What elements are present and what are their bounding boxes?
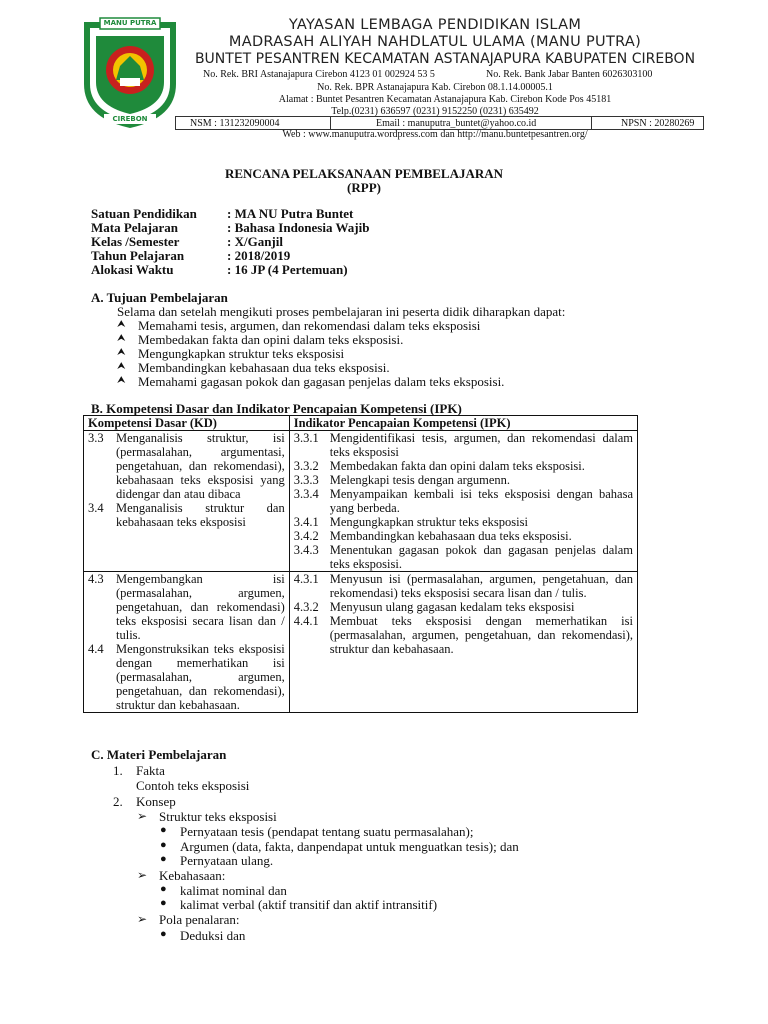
- kd-item: [88, 572, 285, 642]
- logo-top-text: MANU PUTRA: [103, 19, 157, 27]
- logo-bottom-text: CIREBON: [112, 115, 148, 123]
- section-a-heading: A. Tujuan Pembelajaran: [91, 290, 228, 305]
- ipk-text: Menyampaikan kembali isi teks eksposisi dengan bahasa yang berbeda.: [329, 487, 633, 515]
- ipk-cell: [289, 572, 637, 713]
- competency-table: [83, 415, 638, 713]
- ipk-number: 3.3.1: [293, 431, 319, 445]
- kd-item: [88, 642, 285, 712]
- ipk-item: [294, 487, 633, 515]
- column-header-kd: Kompetensi Dasar (KD): [84, 416, 290, 431]
- ipk-text: Menyusun isi (permasalahan, argumen, pengetahuan, dan rekomendasi) teks eksposisi secara lisan dan / tulis.: [329, 572, 633, 600]
- section-b-heading: B. Kompetensi Dasar dan Indikator Pencapaian Kompetensi (IPK): [91, 401, 462, 416]
- dot-bullet-icon: ●: [160, 824, 167, 836]
- foundation-name: YAYASAN LEMBAGA PENDIDIKAN ISLAM: [288, 17, 582, 33]
- kd-item: [88, 431, 285, 501]
- objective-item: Membandingkan kebahasaan dua teks eksposisi.: [138, 360, 390, 375]
- arrowhead-bullet-icon: ⮝: [117, 347, 126, 358]
- email-box: Email : manuputra_buntet@yahoo.co.id: [330, 116, 592, 130]
- identity-value: : Bahasa Indonesia Wajib: [227, 220, 370, 235]
- ipk-text: Menyusun ulang gagasan kedalam teks eksposisi: [329, 600, 575, 614]
- ipk-number: 3.4.2: [293, 529, 319, 543]
- arrow-bullet-icon: ➢: [137, 912, 148, 926]
- npsn-box: NPSN : 20280269: [591, 116, 704, 130]
- ipk-number: 4.3.1: [293, 572, 319, 586]
- kd-cell: [84, 572, 290, 713]
- ipk-number: 3.4.1: [293, 515, 319, 529]
- ipk-text: Mengungkapkan struktur teks eksposisi: [329, 515, 528, 529]
- list-item: Deduksi dan: [180, 928, 246, 943]
- ipk-number: 4.4.1: [293, 614, 319, 628]
- column-header-ipk: Indikator Pencapaian Kompetensi (IPK): [289, 416, 637, 431]
- ipk-text: Menentukan gagasan pokok dan gagasan penjelas dalam teks eksposisi.: [329, 543, 633, 571]
- identity-row: [91, 221, 369, 235]
- identity-row: [91, 207, 369, 221]
- ipk-item: [294, 515, 633, 529]
- dot-bullet-icon: ●: [160, 897, 167, 909]
- website: Web : www.manuputra.wordpress.com dan http://manu.buntetpesantren.org/: [282, 129, 588, 140]
- arrowhead-bullet-icon: ⮝: [117, 375, 126, 386]
- bank-account-bpr: No. Rek. BPR Astanajapura Kab. Cirebon 08.1.14.00005.1: [317, 82, 553, 93]
- list-item: kalimat nominal dan: [180, 883, 287, 898]
- arrow-bullet-icon: ➢: [137, 809, 148, 823]
- ipk-number: 4.3.2: [293, 600, 319, 614]
- section-a-intro: Selama dan setelah mengikuti proses pembelajaran ini peserta didik diharapkan dapat:: [117, 304, 566, 319]
- kd-number: 4.4: [88, 642, 104, 656]
- ipk-item: [294, 459, 633, 473]
- school-logo: [80, 14, 180, 130]
- dot-bullet-icon: ●: [160, 928, 167, 940]
- objective-item: Memahami tesis, argumen, dan rekomendasi dalam teks eksposisi: [138, 318, 481, 333]
- bank-account-bri: No. Rek. BRI Astanajapura Cirebon 4123 01 002924 53 5: [203, 69, 435, 80]
- shield-logo-icon: [80, 14, 180, 130]
- objective-item: Mengungkapkan struktur teks eksposisi: [138, 346, 345, 361]
- list-item: Pernyataan tesis (pendapat tentang suatu permasalahan);: [180, 824, 474, 839]
- document-title: RENCANA PELAKSANAAN PEMBELAJARAN: [224, 166, 504, 181]
- identity-value: : 2018/2019: [227, 248, 291, 263]
- dot-bullet-icon: ●: [160, 853, 167, 865]
- address: Alamat : Buntet Pesantren Kecamatan Astanajapura Kab. Cirebon Kode Pos 45181: [278, 94, 612, 105]
- ipk-text: Membuat teks eksposisi dengan memerhatikan isi (permasalahan, argumen, pengetahuan, dan rekomendasi), struktur dan kebahasaan.: [329, 614, 633, 656]
- subheading-struktur: Struktur teks eksposisi: [159, 809, 277, 824]
- kd-text: Mengembangkan isi (permasalahan, argumen, pengetahuan, dan rekomendasi) teks eksposisi secara lisan dan / tulis.: [116, 572, 285, 642]
- school-location: BUNTET PESANTREN KECAMATAN ASTANAJAPURA KABUPATEN CIREBON: [194, 51, 696, 67]
- ipk-number: 3.3.4: [293, 487, 319, 501]
- kd-number: 4.3: [88, 572, 104, 586]
- ipk-text: Melengkapi tesis dengan argumenn.: [329, 473, 511, 487]
- document-subtitle: (RPP): [347, 180, 381, 195]
- list-number: 1.: [113, 763, 123, 778]
- identity-row: [91, 263, 369, 277]
- kd-cell: [84, 431, 290, 572]
- identity-value: : 16 JP (4 Pertemuan): [227, 262, 348, 277]
- arrowhead-bullet-icon: ⮝: [117, 361, 126, 372]
- dot-bullet-icon: ●: [160, 883, 167, 895]
- identity-value: : X/Ganjil: [227, 234, 283, 249]
- identity-block: [91, 207, 369, 277]
- objective-item: Membedakan fakta dan opini dalam teks eksposisi.: [138, 332, 404, 347]
- material-fakta: Fakta: [136, 763, 165, 778]
- ipk-item: [294, 543, 633, 571]
- arrowhead-bullet-icon: ⮝: [117, 333, 126, 344]
- bank-account-bjb: No. Rek. Bank Jabar Banten 6026303100: [486, 69, 653, 80]
- identity-label: Kelas /Semester: [91, 234, 180, 249]
- phone: Telp.(0231) 636597 (0231) 9152250 (0231) 635492: [331, 106, 539, 117]
- table-row: [84, 572, 638, 713]
- material-konsep: Konsep: [136, 794, 176, 809]
- ipk-text: Membandingkan kebahasaan dua teks eksposisi.: [329, 529, 572, 543]
- ipk-item: [294, 614, 633, 656]
- ipk-cell: [289, 431, 637, 572]
- ipk-text: Mengidentifikasi tesis, argumen, dan rekomendasi dalam teks eksposisi: [329, 431, 633, 459]
- kd-text: Menganalisis struktur dan kebahasaan teks eksposisi: [116, 501, 285, 529]
- list-item: kalimat verbal (aktif transitif dan aktif intransitif): [180, 897, 438, 912]
- kd-number: 3.4: [88, 501, 104, 515]
- school-name: MADRASAH ALIYAH NAHDLATUL ULAMA (MANU PUTRA): [228, 34, 642, 50]
- ipk-number: 3.3.3: [293, 473, 319, 487]
- subheading-kebahasaan: Kebahasaan:: [159, 868, 226, 883]
- nsm-box: NSM : 131232090004: [175, 116, 331, 130]
- ipk-item: [294, 529, 633, 543]
- arrowhead-bullet-icon: ⮝: [117, 319, 126, 330]
- ipk-number: 3.3.2: [293, 459, 319, 473]
- identity-row: [91, 249, 369, 263]
- section-c-heading: C. Materi Pembelajaran: [91, 747, 227, 762]
- ipk-text: Membedakan fakta dan opini dalam teks eksposisi.: [329, 459, 585, 473]
- table-row: [84, 431, 638, 572]
- arrow-bullet-icon: ➢: [137, 868, 148, 882]
- material-fakta-item: Contoh teks eksposisi: [136, 778, 250, 793]
- ipk-item: [294, 572, 633, 600]
- ipk-number: 3.4.3: [293, 543, 319, 557]
- list-item: Argumen (data, fakta, danpendapat untuk menguatkan tesis); dan: [180, 839, 519, 854]
- ipk-item: [294, 473, 633, 487]
- list-number: 2.: [113, 794, 123, 809]
- ipk-item: [294, 600, 633, 614]
- ipk-item: [294, 431, 633, 459]
- identity-label: Satuan Pendidikan: [91, 206, 197, 221]
- objective-item: Memahami gagasan pokok dan gagasan penjelas dalam teks eksposisi.: [138, 374, 505, 389]
- identity-label: Alokasi Waktu: [91, 262, 174, 277]
- identity-label: Tahun Pelajaran: [91, 248, 185, 263]
- identity-value: : MA NU Putra Buntet: [227, 206, 354, 221]
- identity-row: [91, 235, 369, 249]
- subheading-pola: Pola penalaran:: [159, 912, 240, 927]
- table-header-row: [84, 416, 638, 431]
- dot-bullet-icon: ●: [160, 839, 167, 851]
- kd-text: Mengonstruksikan teks eksposisi dengan memerhatikan isi (permasalahan, argumen, pengetahuan, dan rekomendasi), struktur dan kebahasaan.: [116, 642, 285, 712]
- kd-number: 3.3: [88, 431, 104, 445]
- kd-text: Menganalisis struktur, isi (permasalahan, argumentasi, pengetahuan, dan rekomendasi), kebahasaan teks eksposisi yang didengar dan atau dibaca: [116, 431, 285, 501]
- list-item: Pernyataan ulang.: [180, 853, 274, 868]
- identity-label: Mata Pelajaran: [91, 220, 179, 235]
- kd-item: [88, 501, 285, 529]
